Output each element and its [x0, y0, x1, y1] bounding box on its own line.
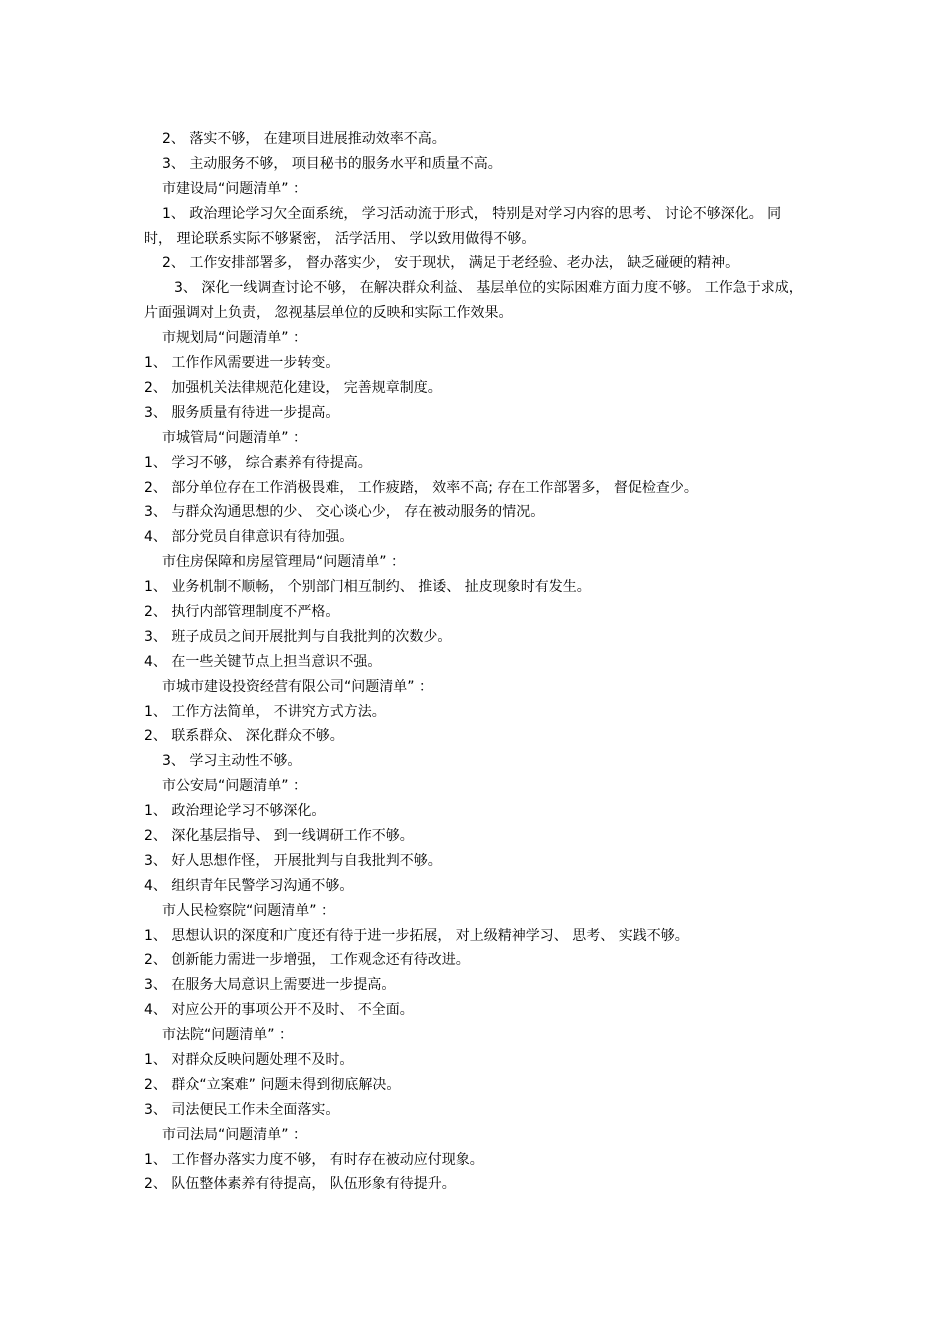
list-item: 2、 创新能力需进一步增强， 工作观念还有待改进。	[144, 952, 470, 969]
section-heading: 市城市建设投资经营有限公司“问题清单” ：	[162, 678, 433, 695]
list-item: 1、 工作方法简单， 不讲究方式方法。	[144, 703, 386, 720]
list-item: 3、 学习主动性不够。	[162, 753, 302, 770]
document-body	[144, 127, 808, 1197]
section-heading: 市法院“问题清单” ：	[162, 1027, 293, 1044]
list-item: 1、 学习不够， 综合素养有待提高。	[144, 454, 372, 471]
list-item: 2、 深化基层指导、 到一线调研工作不够。	[144, 828, 414, 845]
section-heading: 市建设局“问题清单” ：	[162, 180, 307, 197]
list-item: 3、 在服务大局意识上需要进一步提高。	[144, 977, 396, 994]
list-item: 3、 与群众沟通思想的少、 交心谈心少， 存在被动服务的情况。	[144, 504, 545, 521]
list-item: 4、 对应公开的事项公开不及时、 不全面。	[144, 1002, 414, 1019]
list-item: 2、 执行内部管理制度不严格。	[144, 604, 340, 620]
list-item: 3、 好人思想作怪， 开展批判与自我批判不够。	[144, 852, 442, 869]
list-item: 1、 业务机制不顺畅， 个别部门相互制约、 推诿、 扯皮现象时有发生。	[144, 579, 591, 596]
list-item: 3、 服务质量有待进一步提高。	[144, 404, 340, 421]
section-heading: 市规划局“问题清单” ：	[162, 330, 307, 347]
section-heading: 市住房保障和房屋管理局“问题清单” ：	[162, 554, 405, 571]
list-item: 2、 队伍整体素养有待提高， 队伍形象有待提升。	[144, 1176, 456, 1193]
list-item: 4、 部分党员自律意识有待加强。	[144, 529, 354, 546]
list-item: 4、 组织青年民警学习沟通不够。	[144, 877, 354, 894]
section-heading: 市司法局“问题清单” ：	[162, 1126, 307, 1143]
list-item: 1、 工作督办落实力度不够， 有时存在被动应付现象。	[144, 1151, 484, 1168]
list-item: 3、 班子成员之间开展批判与自我批判的次数少。	[144, 628, 452, 645]
list-item: 1、 思想认识的深度和广度还有待于进一步拓展， 对上级精神学习、 思考、 实践不够。	[144, 927, 689, 944]
list-item: 1、 政治理论学习欠全面系统， 学习活动流于形式， 特别是对学习内容的思考、 讨论不够深化。 同时， 理论联系实际不够紧密， 活学活用、 学以致用做得不够。	[144, 205, 782, 247]
list-item: 3、 司法便民工作未全面落实。	[144, 1101, 340, 1118]
list-item: 1、 政治理论学习不够深化。	[144, 803, 326, 820]
section-heading: 市城管局“问题清单” ：	[162, 429, 307, 446]
list-item: 2、 群众“立案难” 问题未得到彻底解决。	[144, 1076, 401, 1093]
list-item: 2、 加强机关法律规范化建设， 完善规章制度。	[144, 379, 442, 396]
list-item: 2、 落实不够， 在建项目进展推动效率不高。	[162, 131, 446, 147]
list-item: 2、 联系群众、 深化群众不够。	[144, 728, 344, 745]
list-item: 3、 深化一线调查讨论不够， 在解决群众利益、 基层单位的实际困难方面力度不够。 工作急于求成， 片面强调对上负责， 忽视基层单位的反映和实际工作效果。	[144, 280, 803, 322]
list-item: 1、 工作作风需要进一步转变。	[144, 355, 340, 372]
list-item: 3、 主动服务不够， 项目秘书的服务水平和质量不高。	[162, 155, 502, 172]
list-item: 2、 部分单位存在工作消极畏难， 工作疲踏， 效率不高; 存在工作部署多， 督促检查少。	[144, 479, 698, 496]
section-heading: 市人民检察院“问题清单” ：	[162, 902, 335, 919]
list-item: 1、 对群众反映问题处理不及时。	[144, 1052, 354, 1069]
section-heading: 市公安局“问题清单” ：	[162, 778, 307, 795]
list-item: 4、 在一些关键节点上担当意识不强。	[144, 653, 382, 670]
list-item: 2、 工作安排部署多， 督办落实少， 安于现状， 满足于老经验、老办法， 缺乏碰硬的精神。	[162, 255, 740, 272]
